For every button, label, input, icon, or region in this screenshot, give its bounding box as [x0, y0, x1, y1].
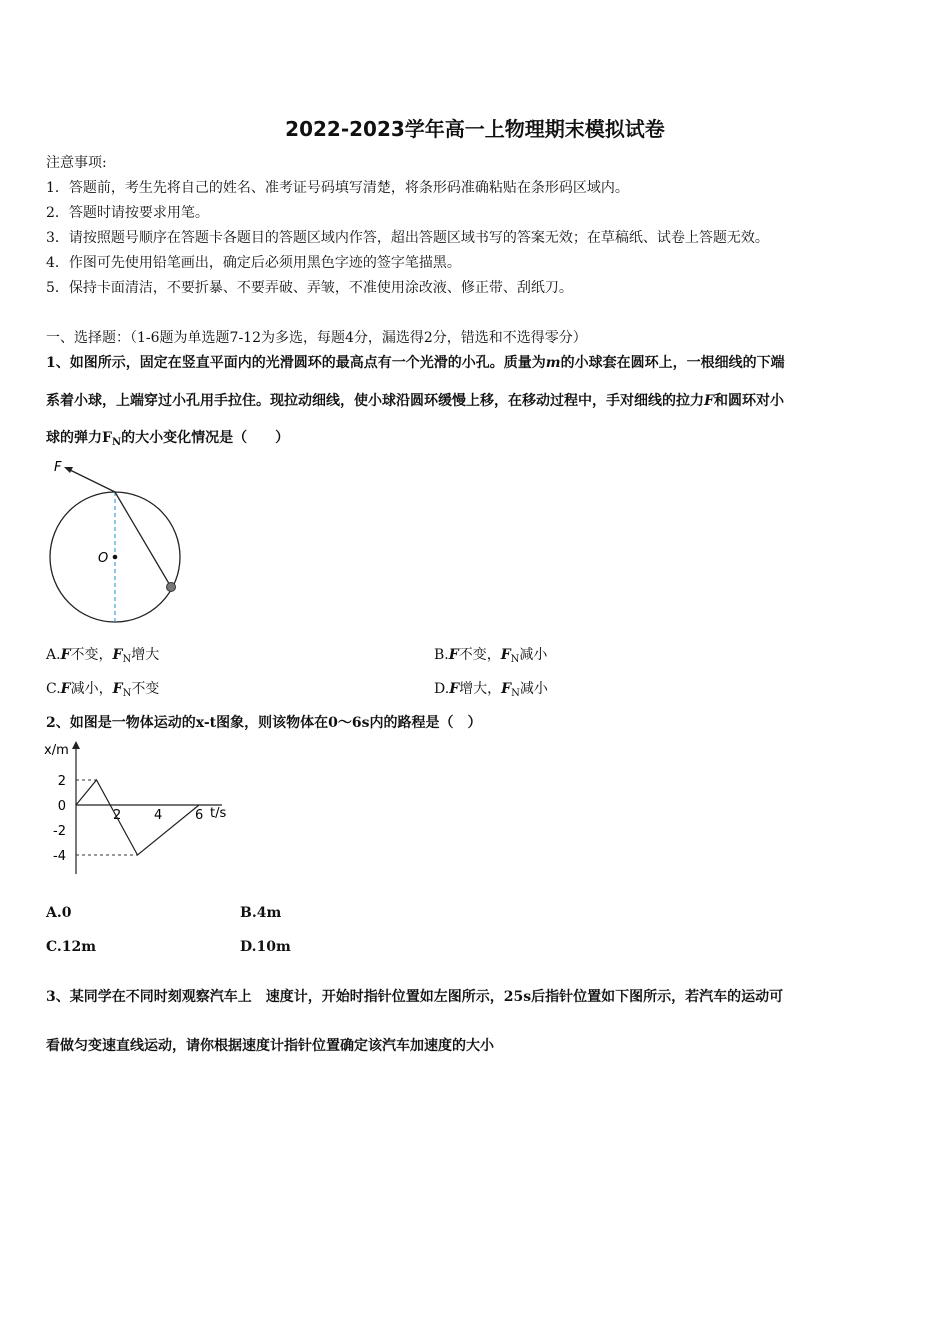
y-axis-label: x/m [44, 743, 69, 758]
y-tick-label: -4 [53, 849, 66, 864]
option-prefix: D. [434, 681, 450, 697]
notice-item-3: 3．请按照题号顺序在答题卡各题目的答题区域内作答，超出答题区域书写的答案无效；在草稿纸、试卷上答题无效。 [46, 230, 769, 246]
var-FN: F [501, 681, 512, 697]
q1-var-F: F [704, 393, 714, 409]
option-text: 减小 [519, 681, 548, 697]
q1-line-2 [46, 390, 784, 410]
var-F: F [60, 681, 71, 697]
x-tick-label: 4 [154, 808, 163, 823]
option-prefix: B. [434, 647, 449, 663]
q1-option-b[interactable] [434, 644, 547, 665]
label-O: O [98, 551, 109, 566]
q1-option-d[interactable] [434, 678, 548, 699]
q2-stem: 2、如图是一物体运动的x-t图象，则该物体在0～6s内的路程是（ ） [46, 715, 482, 731]
option-text: 减小， [70, 681, 113, 697]
x-tick-label: 6 [195, 808, 204, 823]
q2-option-d[interactable]: D.10m [240, 939, 291, 955]
q2-option-c[interactable]: C.12m [46, 939, 97, 955]
sub-N: N [510, 654, 520, 665]
sub-N: N [122, 654, 132, 665]
q2-option-b[interactable]: B.4m [240, 905, 282, 921]
series-line [76, 780, 199, 855]
notice-item-2: 2．答题时请按要求用笔。 [46, 205, 209, 221]
notice-item-1: 1．答题前，考生先将自己的姓名、准考证号码填写清楚，将条形码准确粘贴在条形码区域内。 [46, 180, 629, 196]
option-text: 增大， [459, 681, 502, 697]
sub-N: N [511, 688, 520, 699]
q1-text: 和圆环对小 [713, 393, 784, 409]
option-prefix: C. [46, 681, 61, 697]
var-F: F [449, 681, 460, 697]
var-FN: F [112, 681, 123, 697]
center-point [113, 555, 118, 560]
guide-lines [76, 780, 138, 855]
q1-option-c[interactable] [46, 678, 159, 699]
q3-line-2: 看做匀变速直线运动，请你根据速度计指针位置确定该汽车加速度的大小 [46, 1038, 494, 1054]
x-axis-label: t/s [210, 806, 227, 821]
option-text: 增大 [131, 647, 160, 663]
y-tick-label: 2 [57, 774, 66, 789]
option-text: 不变， [70, 647, 113, 663]
option-text: 不变 [131, 681, 160, 697]
q1-var-m: m [545, 355, 561, 371]
option-text: 不变， [458, 647, 501, 663]
section-heading: 一、选择题：（1-6题为单选题7-12为多选，每题4分，漏选得2分，错选和不选得零分） [46, 330, 587, 346]
x-tick-label: 2 [113, 808, 122, 823]
q1-ring-figure [40, 455, 200, 630]
option-text: 减小 [519, 647, 548, 663]
q1-option-a[interactable] [46, 644, 159, 665]
q1-line-1 [46, 352, 785, 372]
q1-text: 球的弹力F [46, 430, 112, 446]
y-axis-arrow-icon [72, 741, 80, 749]
var-FN: F [500, 647, 511, 663]
q2-xt-chart [40, 738, 240, 883]
q3-line-1: 3、某同学在不同时刻观察汽车上 速度计，开始时指针位置如左图所示，25s后指针位置如下图所示，若汽车的运动可 [46, 989, 784, 1005]
q1-text: 系着小球，上端穿过小孔用手拉住。现拉动细线，使小球沿圆环缓慢上移，在移动过程中，手对细线的拉力 [46, 393, 704, 409]
q1-line-3 [46, 427, 289, 448]
var-F: F [448, 647, 459, 663]
y-tick-label: -2 [53, 824, 66, 839]
notice-item-4: 4．作图可先使用铅笔画出，确定后必须用黑色字迹的签字笔描黑。 [46, 255, 461, 271]
var-F: F [60, 647, 71, 663]
arrow-head-icon [64, 467, 73, 473]
label-F: F [54, 460, 62, 475]
var-FN: F [112, 647, 123, 663]
q2-option-a[interactable]: A.0 [46, 905, 72, 921]
option-prefix: A. [46, 647, 61, 663]
page-title: 2022-2023学年高一上物理期末模拟试卷 [285, 117, 665, 141]
sub-N: N [122, 688, 132, 699]
q1-text: 的大小变化情况是（ ） [121, 430, 290, 446]
string-to-ball [115, 492, 171, 587]
notice-item-5: 5．保持卡面清洁，不要折暴、不要弄破、弄皱，不准使用涂改液、修正带、刮纸刀。 [46, 280, 573, 296]
pull-string [68, 469, 115, 492]
notice-heading: 注意事项: [46, 155, 107, 171]
y-tick-label: 0 [57, 799, 66, 814]
q1-sub-N: N [111, 437, 122, 448]
ball [167, 583, 176, 592]
q1-text: 1、如图所示，固定在竖直平面内的光滑圆环的最高点有一个光滑的小孔。质量为 [46, 355, 546, 371]
q1-text: 的小球套在圆环上，一根细线的下端 [560, 355, 785, 371]
